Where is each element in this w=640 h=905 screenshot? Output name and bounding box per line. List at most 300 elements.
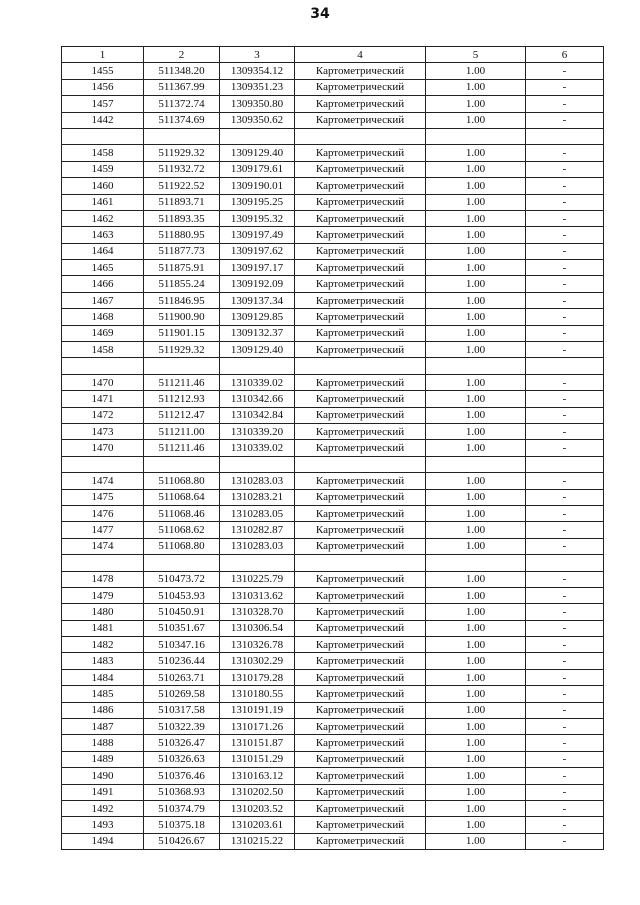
table-row [62,79,604,95]
x-coordinate-cell: 511932.72 [144,161,220,177]
x-coordinate-cell: 511374.69 [144,112,220,128]
accuracy-cell: 1.00 [426,292,526,308]
method-cell: Картометрический [295,735,426,751]
method-cell: Картометрический [295,260,426,276]
note-cell: - [526,719,604,735]
accuracy-cell: 1.00 [426,210,526,226]
accuracy-cell: 1.00 [426,768,526,784]
table-row [62,800,604,816]
accuracy-cell: 1.00 [426,473,526,489]
y-coordinate-cell: 1310342.66 [220,391,295,407]
table-row [62,161,604,177]
note-cell: - [526,391,604,407]
method-cell: Картометрический [295,423,426,439]
note-cell: - [526,145,604,161]
table-row [62,522,604,538]
table-row [62,391,604,407]
accuracy-cell: 1.00 [426,260,526,276]
x-coordinate-cell: 511211.00 [144,423,220,439]
point-number-cell: 1468 [62,309,144,325]
point-number-cell: 1463 [62,227,144,243]
accuracy-cell: 1.00 [426,505,526,521]
y-coordinate-cell: 1310202.50 [220,784,295,800]
note-cell [526,128,604,144]
accuracy-cell [426,358,526,374]
note-cell: - [526,260,604,276]
note-cell: - [526,374,604,390]
method-cell: Картометрический [295,587,426,603]
accuracy-cell: 1.00 [426,243,526,259]
note-cell: - [526,538,604,554]
method-cell: Картометрический [295,784,426,800]
x-coordinate-cell: 510269.58 [144,686,220,702]
x-coordinate-cell: 511880.95 [144,227,220,243]
accuracy-cell: 1.00 [426,719,526,735]
table-row [62,505,604,521]
y-coordinate-cell: 1309129.40 [220,145,295,161]
column-header: 4 [295,47,426,63]
x-coordinate-cell: 511212.47 [144,407,220,423]
table-row [62,702,604,718]
point-number-cell: 1488 [62,735,144,751]
table-row [62,620,604,636]
method-cell: Картометрический [295,276,426,292]
accuracy-cell [426,555,526,571]
x-coordinate-cell: 511068.64 [144,489,220,505]
note-cell: - [526,833,604,849]
y-coordinate-cell: 1310283.21 [220,489,295,505]
y-coordinate-cell: 1309350.62 [220,112,295,128]
method-cell: Картометрический [295,505,426,521]
note-cell: - [526,325,604,341]
table-row [62,128,604,144]
note-cell: - [526,79,604,95]
y-coordinate-cell: 1310180.55 [220,686,295,702]
note-cell: - [526,653,604,669]
note-cell: - [526,227,604,243]
point-number-cell: 1481 [62,620,144,636]
method-cell: Картометрический [295,522,426,538]
table-row [62,178,604,194]
table-row [62,473,604,489]
point-number-cell: 1482 [62,637,144,653]
point-number-cell: 1475 [62,489,144,505]
note-cell: - [526,735,604,751]
y-coordinate-cell: 1310163.12 [220,768,295,784]
point-number-cell: 1459 [62,161,144,177]
method-cell: Картометрический [295,719,426,735]
point-number-cell: 1458 [62,342,144,358]
accuracy-cell: 1.00 [426,63,526,79]
accuracy-cell: 1.00 [426,571,526,587]
table-row [62,260,604,276]
point-number-cell: 1478 [62,571,144,587]
method-cell: Картометрический [295,63,426,79]
x-coordinate-cell: 511901.15 [144,325,220,341]
note-cell: - [526,96,604,112]
y-coordinate-cell: 1309179.61 [220,161,295,177]
method-cell: Картометрический [295,669,426,685]
note-cell: - [526,194,604,210]
accuracy-cell: 1.00 [426,342,526,358]
table-row [62,342,604,358]
method-cell: Картометрический [295,407,426,423]
accuracy-cell: 1.00 [426,653,526,669]
note-cell: - [526,423,604,439]
x-coordinate-cell: 511212.93 [144,391,220,407]
note-cell [526,555,604,571]
point-number-cell: 1455 [62,63,144,79]
accuracy-cell: 1.00 [426,440,526,456]
table-row [62,194,604,210]
table-row [62,751,604,767]
point-number-cell: 1474 [62,538,144,554]
table-row [62,243,604,259]
table-row [62,456,604,472]
x-coordinate-cell: 511877.73 [144,243,220,259]
accuracy-cell: 1.00 [426,522,526,538]
note-cell: - [526,276,604,292]
column-header: 3 [220,47,295,63]
x-coordinate-cell: 511068.62 [144,522,220,538]
table-row [62,112,604,128]
table-row [62,538,604,554]
accuracy-cell: 1.00 [426,751,526,767]
accuracy-cell: 1.00 [426,79,526,95]
x-coordinate-cell: 511211.46 [144,374,220,390]
point-number-cell [62,128,144,144]
y-coordinate-cell: 1310326.78 [220,637,295,653]
table-row [62,292,604,308]
note-cell: - [526,702,604,718]
point-number-cell: 1457 [62,96,144,112]
note-cell: - [526,620,604,636]
point-number-cell: 1484 [62,669,144,685]
table-row [62,735,604,751]
point-number-cell: 1456 [62,79,144,95]
point-number-cell: 1489 [62,751,144,767]
table-row [62,145,604,161]
table-row [62,604,604,620]
y-coordinate-cell: 1309197.62 [220,243,295,259]
y-coordinate-cell: 1310283.05 [220,505,295,521]
accuracy-cell: 1.00 [426,538,526,554]
method-cell [295,456,426,472]
method-cell: Картометрический [295,112,426,128]
y-coordinate-cell: 1310339.02 [220,440,295,456]
x-coordinate-cell: 511929.32 [144,342,220,358]
method-cell: Картометрический [295,391,426,407]
y-coordinate-cell: 1309132.37 [220,325,295,341]
accuracy-cell: 1.00 [426,800,526,816]
x-coordinate-cell [144,555,220,571]
x-coordinate-cell: 510426.67 [144,833,220,849]
table-row [62,407,604,423]
table-row [62,374,604,390]
method-cell: Картометрический [295,473,426,489]
note-cell: - [526,309,604,325]
method-cell: Картометрический [295,817,426,833]
note-cell: - [526,210,604,226]
method-cell [295,555,426,571]
point-number-cell: 1470 [62,374,144,390]
note-cell: - [526,112,604,128]
accuracy-cell: 1.00 [426,833,526,849]
table-row [62,440,604,456]
y-coordinate-cell: 1309195.25 [220,194,295,210]
table-row [62,309,604,325]
point-number-cell: 1486 [62,702,144,718]
y-coordinate-cell [220,555,295,571]
y-coordinate-cell [220,456,295,472]
x-coordinate-cell [144,128,220,144]
point-number-cell: 1464 [62,243,144,259]
y-coordinate-cell: 1309192.09 [220,276,295,292]
x-coordinate-cell: 510263.71 [144,669,220,685]
accuracy-cell: 1.00 [426,161,526,177]
accuracy-cell: 1.00 [426,702,526,718]
y-coordinate-cell [220,128,295,144]
accuracy-cell: 1.00 [426,735,526,751]
table-body [62,63,604,850]
y-coordinate-cell: 1309350.80 [220,96,295,112]
note-cell: - [526,522,604,538]
y-coordinate-cell: 1310282.87 [220,522,295,538]
method-cell: Картометрический [295,751,426,767]
table-row [62,784,604,800]
table-row [62,686,604,702]
accuracy-cell: 1.00 [426,309,526,325]
y-coordinate-cell: 1309197.17 [220,260,295,276]
x-coordinate-cell: 510236.44 [144,653,220,669]
note-cell: - [526,489,604,505]
point-number-cell: 1490 [62,768,144,784]
method-cell: Картометрический [295,145,426,161]
accuracy-cell: 1.00 [426,423,526,439]
accuracy-cell: 1.00 [426,604,526,620]
point-number-cell: 1493 [62,817,144,833]
note-cell: - [526,800,604,816]
point-number-cell: 1485 [62,686,144,702]
point-number-cell: 1470 [62,440,144,456]
note-cell: - [526,637,604,653]
table-header-row [62,47,604,63]
x-coordinate-cell: 510326.47 [144,735,220,751]
accuracy-cell: 1.00 [426,637,526,653]
x-coordinate-cell: 511068.80 [144,473,220,489]
table-row [62,768,604,784]
table-row [62,653,604,669]
note-cell: - [526,669,604,685]
point-number-cell [62,456,144,472]
point-number-cell: 1466 [62,276,144,292]
accuracy-cell: 1.00 [426,374,526,390]
accuracy-cell: 1.00 [426,112,526,128]
method-cell: Картометрический [295,702,426,718]
accuracy-cell: 1.00 [426,178,526,194]
method-cell: Картометрический [295,620,426,636]
column-header: 2 [144,47,220,63]
point-number-cell: 1473 [62,423,144,439]
coordinates-table [61,46,604,850]
table-row [62,489,604,505]
y-coordinate-cell: 1310203.52 [220,800,295,816]
accuracy-cell: 1.00 [426,489,526,505]
column-header: 6 [526,47,604,63]
method-cell: Картометрический [295,210,426,226]
y-coordinate-cell: 1310342.84 [220,407,295,423]
table-row [62,96,604,112]
x-coordinate-cell: 511367.99 [144,79,220,95]
accuracy-cell: 1.00 [426,686,526,702]
y-coordinate-cell: 1309354.12 [220,63,295,79]
accuracy-cell: 1.00 [426,325,526,341]
accuracy-cell: 1.00 [426,669,526,685]
method-cell: Картометрический [295,833,426,849]
method-cell: Картометрический [295,571,426,587]
note-cell: - [526,407,604,423]
point-number-cell: 1474 [62,473,144,489]
method-cell: Картометрический [295,768,426,784]
accuracy-cell [426,128,526,144]
y-coordinate-cell: 1309351.23 [220,79,295,95]
note-cell: - [526,587,604,603]
x-coordinate-cell: 511068.46 [144,505,220,521]
y-coordinate-cell: 1310191.19 [220,702,295,718]
point-number-cell: 1492 [62,800,144,816]
table-row [62,571,604,587]
y-coordinate-cell: 1310171.26 [220,719,295,735]
point-number-cell: 1494 [62,833,144,849]
y-coordinate-cell: 1310215.22 [220,833,295,849]
point-number-cell: 1465 [62,260,144,276]
method-cell: Картометрический [295,604,426,620]
x-coordinate-cell: 510375.18 [144,817,220,833]
point-number-cell: 1491 [62,784,144,800]
x-coordinate-cell: 510453.93 [144,587,220,603]
table-row [62,423,604,439]
page-number: 34 [310,6,330,22]
point-number-cell: 1462 [62,210,144,226]
method-cell: Картометрический [295,538,426,554]
x-coordinate-cell: 510450.91 [144,604,220,620]
method-cell: Картометрический [295,243,426,259]
y-coordinate-cell: 1309137.34 [220,292,295,308]
y-coordinate-cell: 1310306.54 [220,620,295,636]
x-coordinate-cell: 511068.80 [144,538,220,554]
method-cell: Картометрический [295,96,426,112]
point-number-cell: 1458 [62,145,144,161]
point-number-cell: 1476 [62,505,144,521]
y-coordinate-cell: 1309190.01 [220,178,295,194]
method-cell: Картометрический [295,309,426,325]
method-cell: Картометрический [295,161,426,177]
point-number-cell [62,555,144,571]
method-cell: Картометрический [295,292,426,308]
y-coordinate-cell: 1309129.40 [220,342,295,358]
method-cell: Картометрический [295,489,426,505]
method-cell: Картометрический [295,374,426,390]
accuracy-cell: 1.00 [426,587,526,603]
x-coordinate-cell: 511855.24 [144,276,220,292]
column-header: 5 [426,47,526,63]
accuracy-cell: 1.00 [426,784,526,800]
x-coordinate-cell [144,456,220,472]
accuracy-cell [426,456,526,472]
accuracy-cell: 1.00 [426,227,526,243]
table-row [62,833,604,849]
note-cell: - [526,604,604,620]
y-coordinate-cell: 1310151.29 [220,751,295,767]
table-row [62,63,604,79]
method-cell [295,128,426,144]
table-row [62,637,604,653]
method-cell: Картометрический [295,178,426,194]
x-coordinate-cell: 510374.79 [144,800,220,816]
method-cell: Картометрический [295,342,426,358]
point-number-cell: 1477 [62,522,144,538]
note-cell: - [526,292,604,308]
point-number-cell: 1487 [62,719,144,735]
accuracy-cell: 1.00 [426,145,526,161]
point-number-cell: 1479 [62,587,144,603]
y-coordinate-cell: 1310179.28 [220,669,295,685]
point-number-cell [62,358,144,374]
note-cell: - [526,784,604,800]
y-coordinate-cell: 1310283.03 [220,538,295,554]
table-row [62,325,604,341]
accuracy-cell: 1.00 [426,276,526,292]
x-coordinate-cell: 510368.93 [144,784,220,800]
table-row [62,817,604,833]
accuracy-cell: 1.00 [426,194,526,210]
y-coordinate-cell: 1309197.49 [220,227,295,243]
x-coordinate-cell [144,358,220,374]
y-coordinate-cell: 1309129.85 [220,309,295,325]
note-cell: - [526,440,604,456]
x-coordinate-cell: 511875.91 [144,260,220,276]
note-cell [526,456,604,472]
x-coordinate-cell: 511348.20 [144,63,220,79]
method-cell: Картометрический [295,800,426,816]
table-row [62,276,604,292]
method-cell: Картометрический [295,79,426,95]
point-number-cell: 1471 [62,391,144,407]
method-cell: Картометрический [295,440,426,456]
note-cell: - [526,571,604,587]
table-row [62,555,604,571]
accuracy-cell: 1.00 [426,391,526,407]
method-cell [295,358,426,374]
y-coordinate-cell: 1310339.20 [220,423,295,439]
y-coordinate-cell: 1310225.79 [220,571,295,587]
note-cell: - [526,178,604,194]
note-cell: - [526,161,604,177]
table-row [62,587,604,603]
y-coordinate-cell: 1310328.70 [220,604,295,620]
point-number-cell: 1483 [62,653,144,669]
x-coordinate-cell: 511372.74 [144,96,220,112]
note-cell: - [526,342,604,358]
table-row [62,669,604,685]
x-coordinate-cell: 510351.67 [144,620,220,636]
x-coordinate-cell: 511846.95 [144,292,220,308]
x-coordinate-cell: 510473.72 [144,571,220,587]
y-coordinate-cell: 1310203.61 [220,817,295,833]
x-coordinate-cell: 511929.32 [144,145,220,161]
y-coordinate-cell: 1310151.87 [220,735,295,751]
method-cell: Картометрический [295,653,426,669]
